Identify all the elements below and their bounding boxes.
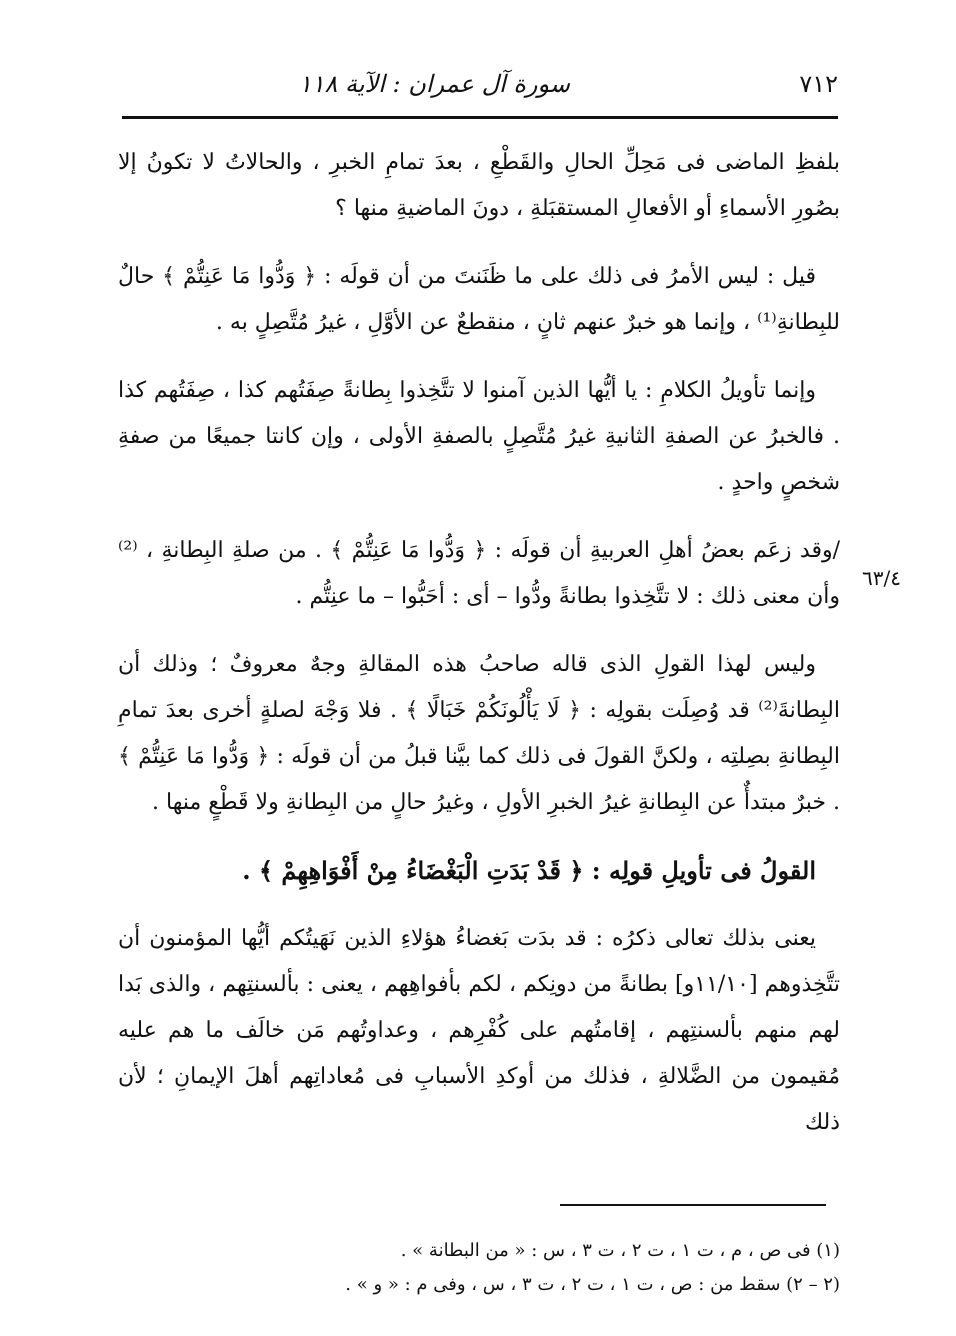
footnotes: [300, 1234, 840, 1302]
paragraph-4: /وقد زعَم بعضُ أهلِ العربيةِ أن قولَه : ﴿ وَدُّوا مَا عَنِتُّمْ ﴾ . من صلةِ البِطانةِ ، ⁽²⁾وأن معنى ذلك : لا تتَّخِذوا بطانةً ودُّوا – أى : أحَبُّوا – ما عنِتُّم .: [118, 538, 840, 609]
paragraph-6: يعنى بذلك تعالى ذكرُه : قد بدَت بَغضاءُ هؤلاءِ الذين نَهَيتُكم أيُّها المؤمنون أن تتَّخِذوهم [١١/١٠و] بطانةً من دونِكم ، لكم بأفواهِهم ، يعنى : بألسنتِهم ، والذى بَدا لهم منهم بألسنتِهم ، إقامتُهم على كُفْرِهم ، وعداوتُهم مَن خالَف ما هم عليه مُقيمون من الضَّلالةِ ، فذلك من أوكدِ الأسبابِ فى مُعاداتِهم أهلَ الإيمانِ ؛ لأن ذلك: [118, 926, 840, 1135]
paragraph-5: وليس لهذا القولِ الذى قاله صاحبُ هذه المقالةِ وجهٌ معروفٌ ؛ وذلك أن البِطانةَ⁽²⁾ قد وُصِلَت بقولِه : ﴿ لَا يَأْلُونَكُمْ خَبَالًا ﴾ . فلا وَجْهَ لصلةٍ أخرى بعدَ تمامِ البِطانةِ بصِلتِه ، ولكنَّ القولَ فى ذلك كما بيَّنا قبلُ من أن قولَه : ﴿ وَدُّوا مَا عَنِتُّمْ ﴾ . خبرٌ مبتدأٌ عن البِطانةِ غيرُ الخبرِ الأولِ ، وغيرُ حالٍ من البِطانةِ ولا قَطْعٍ منها .: [118, 652, 840, 815]
header-rule: [122, 116, 838, 119]
paragraph-3: وإنما تأويلُ الكلامِ : يا أيُّها الذين آمنوا لا تتَّخِذوا بِطانةً صِفَتُهم كذا ، صِفَتُهم كذا . فالخبرُ عن الصفةِ الثانيةِ غيرُ مُتَّصِلٍ بالصفةِ الأولى ، وإن كانتا جميعًا من صفةِ شخصٍ واحدٍ .: [118, 378, 840, 495]
margin-volume-page-reference: ٦٣/٤: [862, 566, 901, 590]
section-heading: القولُ فى تأويلِ قولِه : ﴿ قَدْ بَدَتِ الْبَغْضَاءُ مِنْ أَفْوَاهِهِمْ ﴾ .: [242, 856, 816, 885]
footnote-separator: [560, 1204, 826, 1206]
paragraph-2: قيل : ليس الأمرُ فى ذلك على ما ظَنَنتَ من أن قولَه : ﴿ وَدُّوا مَا عَنِتُّمْ ﴾ حالٌ للبِطانةِ⁽¹⁾ ، وإنما هو خبرٌ عنهم ثانٍ ، منقطعٌ عن الأوَّلِ ، غيرُ مُتَّصِلٍ به .: [118, 264, 840, 335]
main-text: [118, 140, 840, 1168]
page-header: [122, 64, 838, 108]
paragraph-1: بلفظِ الماضى فى مَحِلِّ الحالِ والقَطْعِ ، بعدَ تمامِ الخبرِ ، والحالاتُ لا تكونُ إلا بصُورِ الأسماءِ أو الأفعالِ المستقبَلةِ ، دونَ الماضيةِ منها ؟: [118, 150, 840, 221]
footnote-2: (٢ – ٢) سقط من : ص ، ت ١ ، ت ٢ ، ت ٣ ، س ، وفى م : « و » .: [345, 1274, 840, 1295]
page-number: ٧١٢: [799, 70, 838, 98]
running-title: سورة آل عمران : الآية ١١٨: [298, 70, 570, 98]
footnote-1: (١) فى ص ، م ، ت ١ ، ت ٢ ، ت ٣ ، س : « من البطانة » .: [400, 1240, 840, 1261]
